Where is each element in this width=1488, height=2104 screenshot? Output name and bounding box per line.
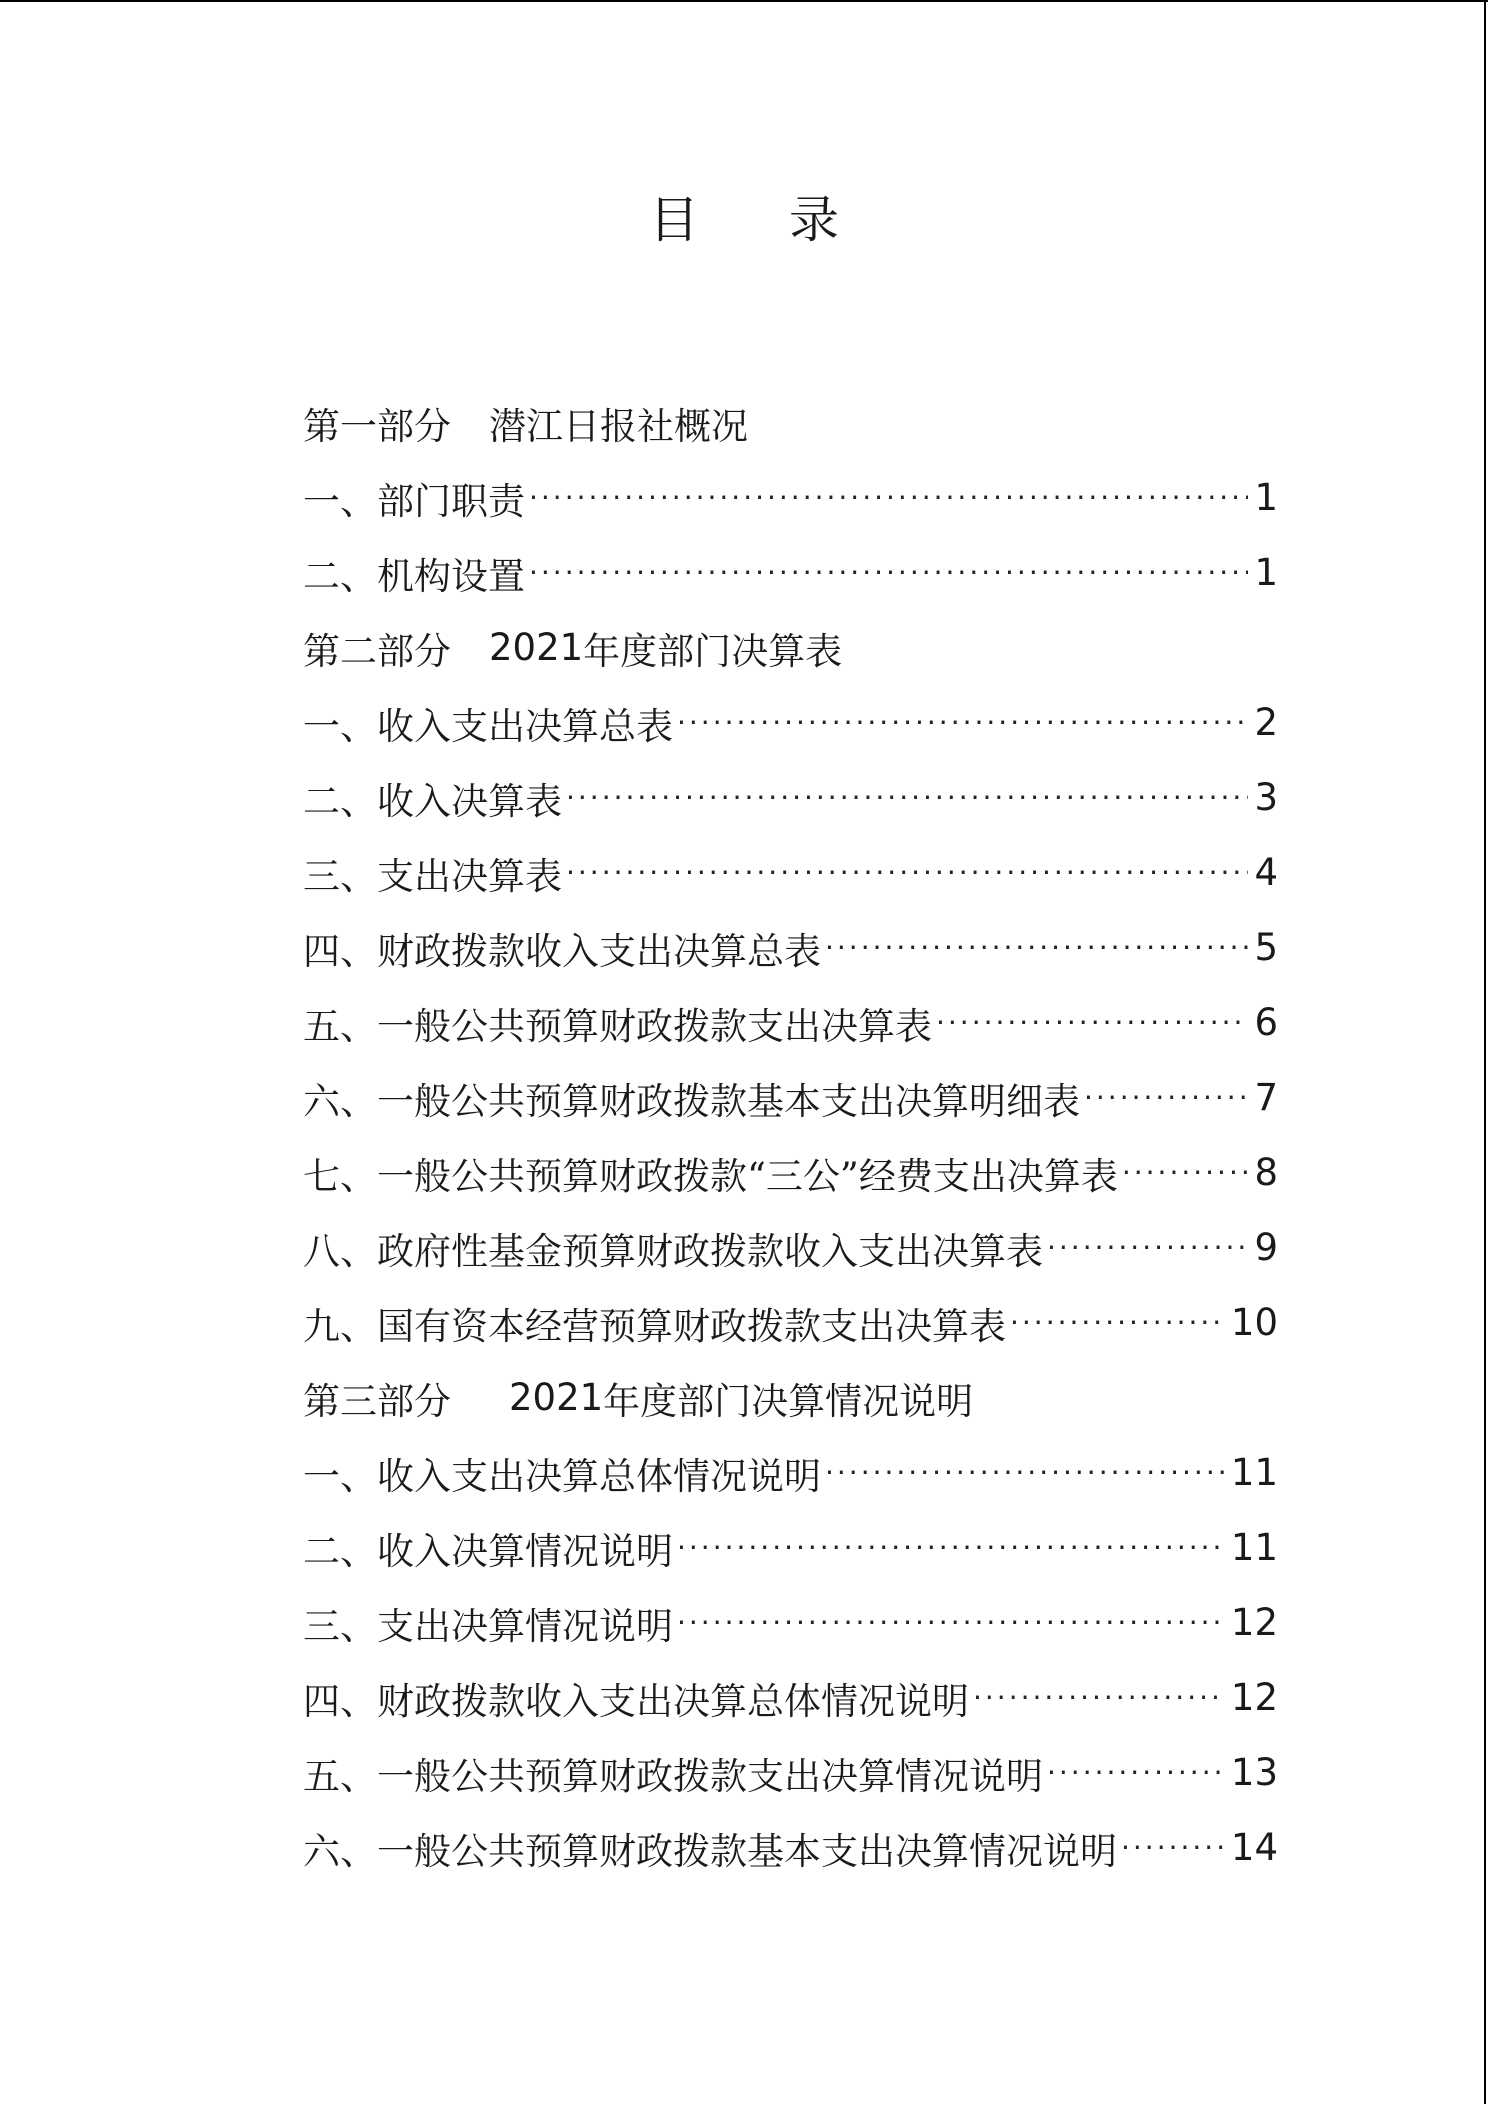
toc-entry-page: 12 bbox=[1230, 1676, 1278, 1719]
toc-entry-page: 11 bbox=[1230, 1451, 1278, 1494]
toc-entry-label: 四、财政拨款收入支出决算总表 bbox=[303, 929, 821, 973]
dot-leader bbox=[1122, 1153, 1249, 1193]
part-label: 第二部分 bbox=[303, 629, 451, 673]
toc-entry[interactable] bbox=[303, 1135, 1278, 1210]
page-right-border bbox=[1484, 0, 1486, 2104]
toc-part-heading bbox=[303, 385, 1278, 460]
toc-entry-page: 7 bbox=[1254, 1076, 1278, 1119]
toc-entry-page: 1 bbox=[1254, 476, 1278, 519]
toc-entry[interactable] bbox=[303, 1060, 1278, 1135]
part-name: 年度部门决算情况说明 bbox=[603, 1379, 974, 1423]
toc-entry-label: 三、支出决算情况说明 bbox=[303, 1604, 673, 1648]
toc-entry-page: 8 bbox=[1254, 1151, 1278, 1194]
dot-leader bbox=[677, 1528, 1225, 1568]
dot-leader bbox=[973, 1678, 1225, 1718]
page-title bbox=[0, 180, 1488, 252]
toc-entry-label: 五、一般公共预算财政拨款支出决算表 bbox=[303, 1004, 932, 1048]
dot-leader bbox=[677, 1603, 1225, 1643]
toc-entry[interactable] bbox=[303, 1810, 1278, 1885]
table-of-contents bbox=[303, 385, 1278, 1885]
toc-entry[interactable] bbox=[303, 1585, 1278, 1660]
toc-entry-label: 一、收入支出决算总体情况说明 bbox=[303, 1454, 821, 1498]
toc-entry[interactable] bbox=[303, 910, 1278, 985]
toc-part-heading bbox=[303, 1360, 1278, 1435]
dot-leader bbox=[529, 478, 1248, 518]
part-label: 第三部分 bbox=[303, 1379, 451, 1423]
title-char-2: 录 bbox=[789, 191, 839, 249]
part-year: 2021 bbox=[509, 1376, 604, 1419]
dot-leader bbox=[677, 703, 1248, 743]
toc-entry-label: 七、一般公共预算财政拨款“三公”经费支出决算表 bbox=[303, 1154, 1118, 1198]
dot-leader bbox=[566, 778, 1248, 818]
toc-entry-page: 10 bbox=[1230, 1301, 1278, 1344]
toc-entry-page: 13 bbox=[1230, 1751, 1278, 1794]
title-char-1: 目 bbox=[649, 191, 699, 249]
dot-leader bbox=[825, 1453, 1225, 1493]
toc-entry-page: 14 bbox=[1230, 1826, 1278, 1869]
toc-entry[interactable] bbox=[303, 1510, 1278, 1585]
toc-entry[interactable] bbox=[303, 460, 1278, 535]
toc-entry[interactable] bbox=[303, 1660, 1278, 1735]
dot-leader bbox=[936, 1003, 1248, 1043]
toc-entry-label: 六、一般公共预算财政拨款基本支出决算明细表 bbox=[303, 1079, 1080, 1123]
toc-entry[interactable] bbox=[303, 1435, 1278, 1510]
toc-entry-page: 9 bbox=[1254, 1226, 1278, 1269]
page-top-border bbox=[0, 0, 1488, 2]
toc-entry-page: 3 bbox=[1254, 776, 1278, 819]
toc-entry-page: 4 bbox=[1254, 851, 1278, 894]
toc-entry-page: 11 bbox=[1230, 1526, 1278, 1569]
part-label: 第一部分 bbox=[303, 404, 451, 448]
toc-entry[interactable] bbox=[303, 1285, 1278, 1360]
toc-entry[interactable] bbox=[303, 760, 1278, 835]
toc-entry[interactable] bbox=[303, 835, 1278, 910]
toc-entry-label: 二、收入决算情况说明 bbox=[303, 1529, 673, 1573]
toc-entry-label: 八、政府性基金预算财政拨款收入支出决算表 bbox=[303, 1229, 1043, 1273]
part-name: 潜江日报社概况 bbox=[489, 404, 748, 448]
dot-leader bbox=[529, 553, 1248, 593]
toc-entry[interactable] bbox=[303, 1210, 1278, 1285]
toc-entry[interactable] bbox=[303, 685, 1278, 760]
toc-entry-label: 九、国有资本经营预算财政拨款支出决算表 bbox=[303, 1304, 1006, 1348]
dot-leader bbox=[1047, 1753, 1225, 1793]
part-name: 年度部门决算表 bbox=[583, 629, 843, 673]
toc-part-heading bbox=[303, 610, 1278, 685]
toc-entry-page: 1 bbox=[1254, 551, 1278, 594]
dot-leader bbox=[1047, 1228, 1248, 1268]
dot-leader bbox=[566, 853, 1248, 893]
toc-entry-page: 6 bbox=[1254, 1001, 1278, 1044]
toc-entry[interactable] bbox=[303, 535, 1278, 610]
dot-leader bbox=[1084, 1078, 1248, 1118]
toc-entry-label: 三、支出决算表 bbox=[303, 854, 562, 898]
toc-entry-page: 12 bbox=[1230, 1601, 1278, 1644]
toc-entry-label: 六、一般公共预算财政拨款基本支出决算情况说明 bbox=[303, 1829, 1117, 1873]
toc-entry-label: 二、机构设置 bbox=[303, 554, 525, 598]
dot-leader bbox=[1010, 1303, 1225, 1343]
toc-entry-label: 二、收入决算表 bbox=[303, 779, 562, 823]
toc-entry-label: 四、财政拨款收入支出决算总体情况说明 bbox=[303, 1679, 969, 1723]
toc-entry-page: 2 bbox=[1254, 701, 1278, 744]
toc-entry-label: 一、收入支出决算总表 bbox=[303, 704, 673, 748]
toc-entry-label: 一、部门职责 bbox=[303, 479, 525, 523]
toc-entry-page: 5 bbox=[1254, 926, 1278, 969]
part-year: 2021 bbox=[489, 626, 584, 669]
dot-leader bbox=[825, 928, 1248, 968]
toc-entry[interactable] bbox=[303, 1735, 1278, 1810]
toc-entry-label: 五、一般公共预算财政拨款支出决算情况说明 bbox=[303, 1754, 1043, 1798]
toc-entry[interactable] bbox=[303, 985, 1278, 1060]
dot-leader bbox=[1121, 1828, 1225, 1868]
